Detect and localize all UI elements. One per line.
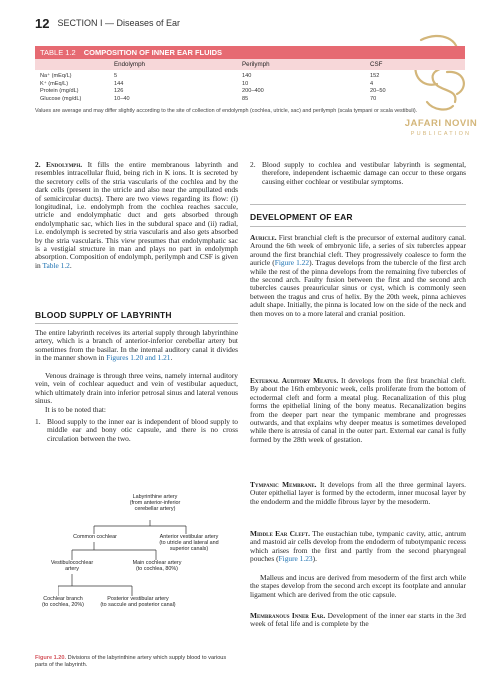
middle-ear-cleft-paragraph: [250, 530, 466, 564]
figure-caption-text: Divisions of the labyrinthine artery which supply blood to various parts of the labyrinth.: [35, 655, 227, 668]
node-label: Vestibulocochlear artery: [50, 560, 94, 573]
list-number: 2.: [250, 160, 256, 169]
table-row: [35, 81, 465, 89]
table-cell: 126: [114, 88, 124, 95]
table-cell: 5: [114, 73, 118, 79]
table-cell: 4: [370, 80, 374, 87]
fluid-composition-table: [35, 46, 465, 115]
figure-caption-label: Figure 1.20.: [35, 655, 67, 661]
table-cell: Protein (mg/dL): [40, 88, 79, 95]
table-cell: Na⁺ (mEq/L): [40, 73, 72, 79]
node-label: Main cochlear artery (to cochlea, 80%): [132, 560, 182, 573]
page-number: 12: [35, 15, 50, 31]
blood-paragraph-3: It is to be noted that:: [45, 405, 106, 414]
auricle-text: First branchial cleft is the precursor of external auditory canal. Around the 6th week of embryonic life, a series of six tubercles appear around the first branchial cleft. They progressively coalesce to form the auricle (: [250, 233, 466, 268]
watermark-name: JAFARI NOVIN: [404, 118, 478, 129]
auricle-paragraph: [250, 234, 466, 318]
figures-link[interactable]: Figures 1.20 and 1.21: [106, 353, 171, 363]
eam-label: External Auditory Meatus.: [250, 376, 339, 385]
table-cell: 85: [242, 95, 249, 102]
table-row: [35, 73, 465, 81]
eam-paragraph: [250, 377, 466, 444]
table-title: COMPOSITION OF INNER EAR FLUIDS: [83, 48, 223, 57]
node-cochlear-branch: [34, 596, 92, 608]
table-number: TABLE 1.2: [40, 48, 76, 57]
list-item: [35, 418, 238, 443]
table-cell: 200–400: [242, 88, 264, 95]
figure-caption: [35, 655, 233, 669]
development-heading: DEVELOPMENT OF EAR: [250, 212, 353, 222]
table-row: [35, 96, 465, 104]
blood-paragraph-2: Venous drainage is through three veins, namely internal auditory vein, vein of cochlear aqueduct and vein of vestibular aqueduct, which ultimately drain into inferior petrosal sinus and lateral venous sinus.: [35, 371, 238, 406]
table-cell: Glucose (mg/dL): [40, 95, 82, 102]
table-cell: 152: [370, 73, 380, 79]
table-cell: 70: [370, 95, 377, 102]
node-label: Labyrinthine artery (from anterior-inferior cerebellar artery): [129, 494, 181, 513]
node-labyrinthine-artery: [110, 494, 200, 513]
eam-text: It develops from the first branchial cleft. By about the 16th embryonic week, cells proliferate from the bottom of ectodermal cleft and form a meatal plug. Recanalization of this plug forms the epithelial lining of the bony meatus. Recanalization begins from the deeper part near the tympanic membrane and progresses outwards, and that explains why deeper meatus is sometimes developed while there is atresia of canal in the outer part. External ear canal is fully formed by the 28th week of gestation.: [250, 376, 466, 444]
node-label: Anterior vestibular artery (to utricle and lateral and superior canals): [159, 534, 219, 553]
table-cell: 20–50: [370, 88, 386, 95]
node-label: Posterior vestibular artery (to saccule and posterior canal): [100, 596, 176, 609]
heading-divider: [35, 323, 238, 324]
list-item: [250, 161, 466, 186]
malleus-incus-paragraph: Malleus and incus are derived from mesoderm of the first arch while the stapes develop from the second arch except its footplate and annular ligament which are derived from the otic capsule.: [250, 573, 466, 599]
blood-paragraph-1: [35, 329, 238, 363]
blood-supply-heading: BLOOD SUPPLY OF LABYRINTH: [35, 310, 172, 320]
figure-1-22-link[interactable]: Figure 1.22: [274, 258, 310, 268]
table-1-2-link[interactable]: Table 1.2: [42, 260, 70, 270]
tm-text: It develops from all the three germinal layers. Outer epithelial layer is formed by the ectoderm, inner mucosal layer by the endoderm and the middle fibrous layer by the mesoderm.: [250, 480, 466, 506]
endolymph-text: It fills the entire membranous labyrinth and resembles intracellular fluid, being rich in K ions. It is secreted by the secretory cells of the stria vascularis of the cochlea and by the dark cells (present in the utricle and also near the ampullated ends of semicircular ducts). There are two views regarding its flow: (i) longitudinal, i.e. endolymph from the cochlea reaches saccule, utricle and endolymphatic duct and gets absorbed through endolymphatic sac, which lies in the subdural space and (ii) radial, i.e. endolymph is secreted by stria vascularis and also gets absorbed by the stria vascularis. This view presumes that endolymphatic sac is a vestigial structure in man and plays no part in endolymph absorption. Composition of endolymph, perilymph and CSF is given in: [35, 160, 238, 270]
node-posterior-vestibular: [88, 596, 188, 608]
labyrinthine-artery-diagram: [42, 494, 238, 644]
endolymph-label: 2. Endolymph.: [35, 160, 83, 169]
table-cell: 144: [114, 80, 124, 87]
table-cell: 140: [242, 73, 252, 79]
table-cell: K⁺ (mEq/L): [40, 80, 69, 87]
auricle-label: Auricle.: [250, 233, 277, 242]
tm-label: Tympanic Membrane.: [250, 480, 317, 489]
mil-label: Membranous Inner Ear.: [250, 611, 326, 620]
section-title: SECTION I — Diseases of Ear: [57, 18, 181, 28]
table-cell: 10: [242, 80, 249, 87]
table-header-row: [35, 59, 465, 70]
table-col-header: CSF: [370, 61, 383, 68]
table-col-header: Endolymph: [114, 61, 145, 68]
blood-text-1: The entire labyrinth receives its arterial supply through labyrinthine artery, which is a branch of anterior-inferior cerebellar artery but sometimes from the basilar. In the internal auditory canal it divides in the manner shown in: [35, 328, 238, 363]
table-cell: 10–40: [114, 95, 130, 102]
list-text: Blood supply to cochlea and vestibular labyrinth is segmental, therefore, independent ischaemic damage can occur to these organs causing either cochlear or vestibular symptoms.: [262, 160, 466, 186]
table-caption: [35, 46, 465, 59]
node-common-cochlear: [64, 534, 126, 540]
endolymph-paragraph: [35, 161, 238, 270]
list-number: 1.: [35, 417, 41, 426]
node-anterior-vestibular: [142, 534, 236, 553]
mil-text: Development of the inner ear starts in the 3rd week of fetal life and is complete by the: [250, 611, 466, 629]
node-label: Cochlear branch (to cochlea, 20%): [42, 596, 84, 609]
mec-text-2: ).: [312, 554, 317, 564]
table-col-header: [35, 59, 114, 70]
blood-text-1-end: .: [170, 353, 173, 363]
watermark-sub: PUBLICATION: [410, 131, 472, 137]
list-text: Blood supply to the inner ear is independent of blood supply to middle ear and bony otic capsule, and there is no cross circulation between the two.: [47, 417, 238, 443]
figure-1-23-link[interactable]: Figure 1.23: [278, 554, 313, 564]
heading-divider: [250, 226, 466, 227]
table-col-header: Perilymph: [242, 61, 270, 68]
mec-label: Middle Ear Cleft.: [250, 529, 310, 538]
auricle-text-2: ). Tragus develops from the tubercle of the first arch while the rest of the pinna develops from the remaining five tubercles of the second arch. Faulty fusion between the first and the second arch tubercles causes preauricular sinus or cyst, which is commonly seen between the tragus and crus of helix. By the 20th week, pinna achieves adult shape. Initially, the pinna is located low on the side of the neck and then moves on to a more lateral and cranial position.: [250, 258, 467, 318]
tympanic-membrane-paragraph: [250, 481, 466, 506]
node-label: Common cochlear: [73, 534, 117, 540]
table-body: [35, 70, 465, 103]
membranous-inner-ear-paragraph: [250, 612, 466, 629]
endolymph-end: .: [69, 260, 72, 270]
node-main-cochlear: [120, 560, 194, 572]
mec-text: The eustachian tube, tympanic cavity, attic, antrum and mastoid air cells develop from the endoderm of tubotympanic recess which arises from the first and partly from the second pharyngeal pouches (: [250, 529, 467, 564]
node-vestibulocochlear: [36, 560, 108, 572]
table-row: [35, 88, 465, 96]
heading-divider: [250, 204, 466, 205]
table-note: Values are average and may differ slightly according to the site of collection of endolymph (cochlea, utricle, sac) and perilymph (scala tympani or scala vestibuli).: [35, 108, 418, 115]
